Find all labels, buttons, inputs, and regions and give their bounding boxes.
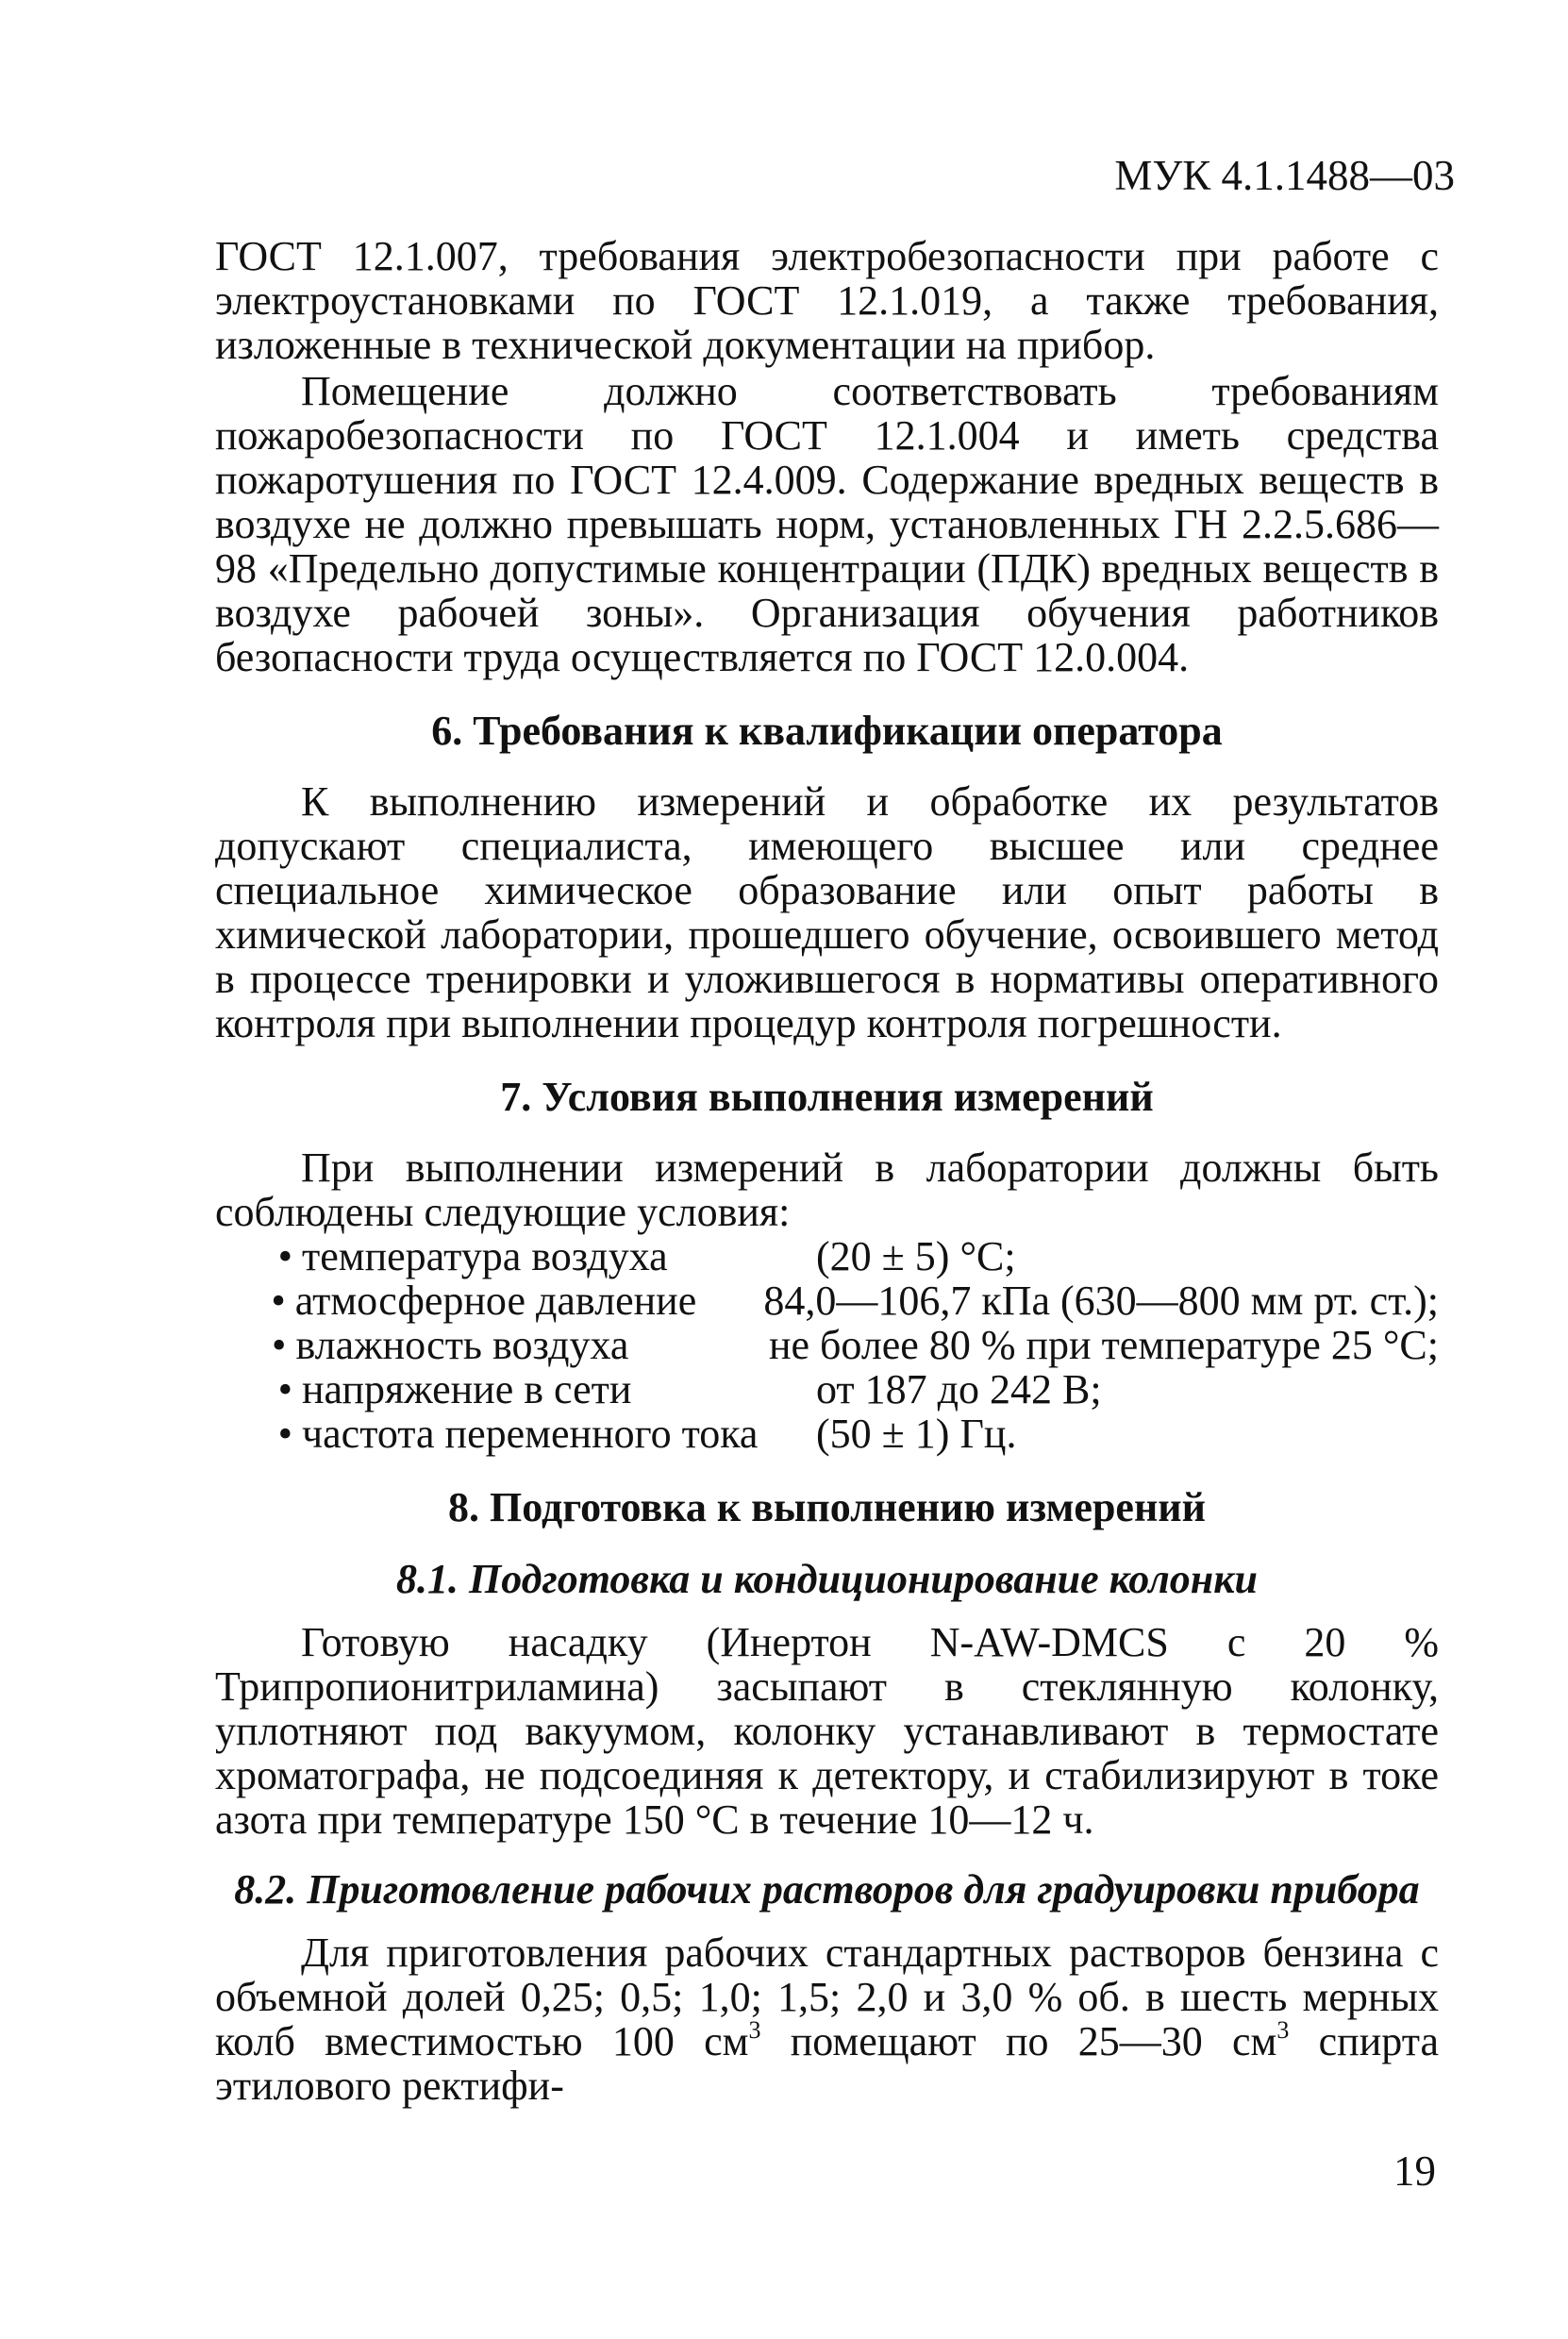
condition-label: влажность воздуха (295, 1322, 629, 1368)
subsection-8-2-heading: 8.2. Приготовление рабочих растворов для градуировки прибора (234, 1866, 1420, 1913)
condition-item (215, 1412, 1439, 1456)
superscript-cube: 3 (748, 2016, 761, 2044)
bullet-icon: • (277, 1233, 292, 1279)
condition-item (215, 1278, 1439, 1323)
condition-item (215, 1323, 1439, 1367)
condition-value: не более 80 % при температуре 25 °С; (768, 1322, 1439, 1368)
paragraph-room-requirements: Помещение должно соответствовать требованиям пожаробезопасности по ГОСТ 12.1.004 и иметь средства пожаротушения по ГОСТ 12.4.009. Содержание вредных веществ в воздухе не должно превышать норм, установленных ГН 2.2.5.686—98 «Предельно допустимые концентрации (ПДК) вредных веществ в воздухе рабочей зоны». Организация обучения работников безопасности труда осуществляется по ГОСТ 12.0.004. (215, 368, 1439, 680)
condition-value: от 187 до 242 В; (816, 1366, 1102, 1412)
condition-value: 84,0—106,7 кПа (630—800 мм рт. ст.); (763, 1278, 1439, 1324)
condition-value: (50 ± 1) Гц. (816, 1411, 1017, 1457)
section-6-text: К выполнению измерений и обработке их результатов допускают специалиста, имеющего высшее или среднее специальное химическое образование или опыт работы в химической лаборатории, прошедшего обучение, освоившего метод в процессе тренировки и уложившегося в нормативы оперативного контроля при выполнении процедур контроля погрешности. (215, 778, 1439, 1046)
subsection-8-2-text (215, 1930, 1439, 2108)
condition-label: частота переменного тока (302, 1411, 759, 1457)
condition-label: температура воздуха (302, 1233, 668, 1279)
text-segment: Для приготовления рабочих стандартных растворов бензина с объемной долей 0,25; 0,5; 1,0; 1,5; 2,0 и 3,0 % об. в шесть мерных колб вместимостью 100 см (215, 1930, 1439, 2064)
section-6-heading: 6. Требования к квалификации оператора (431, 708, 1223, 754)
document-code: МУК 4.1.1488—03 (1114, 152, 1455, 199)
subsection-8-1-text: Готовую насадку (Инертон N-AW-DMCS с 20 % Трипропионитриламина) засыпают в стеклянную колонку, уплотняют под вакуумом, колонку устанавливают в термостате хроматографа, не подсоединяя к детектору, и стабилизируют в токе азота при температуре 150 °С в течение 10—12 ч. (215, 1619, 1439, 1843)
condition-label: напряжение в сети (302, 1366, 632, 1412)
text-segment: помещают по 25—30 см (760, 2018, 1277, 2064)
section-7-heading: 7. Условия выполнения измерений (500, 1074, 1154, 1120)
subsection-8-1-heading: 8.1. Подготовка и кондиционирование колонки (396, 1556, 1258, 1602)
bullet-icon: • (271, 1278, 286, 1324)
condition-item (215, 1234, 1439, 1278)
condition-label: атмосферное давление (294, 1278, 697, 1324)
section-7-intro: При выполнении измерений в лаборатории должны быть соблюдены следующие условия: (215, 1144, 1439, 1235)
condition-item (215, 1367, 1439, 1412)
page-number: 19 (1393, 2147, 1436, 2195)
paragraph-intro: ГОСТ 12.1.007, требования электробезопасности при работе с электроустановками по ГОСТ 12.1.019, а также требования, изложенные в технической документации на прибор. (215, 233, 1439, 368)
superscript-cube: 3 (1276, 2016, 1290, 2044)
text-segment: спирта этилового ректифи- (215, 2018, 1439, 2109)
bullet-icon: • (272, 1322, 287, 1368)
page-content (215, 234, 1439, 2108)
condition-value: (20 ± 5) °С; (816, 1233, 1016, 1279)
bullet-icon: • (277, 1366, 292, 1412)
bullet-icon: • (277, 1411, 292, 1457)
section-8-heading: 8. Подготовка к выполнению измерений (448, 1484, 1206, 1530)
conditions-list (215, 1234, 1439, 1456)
